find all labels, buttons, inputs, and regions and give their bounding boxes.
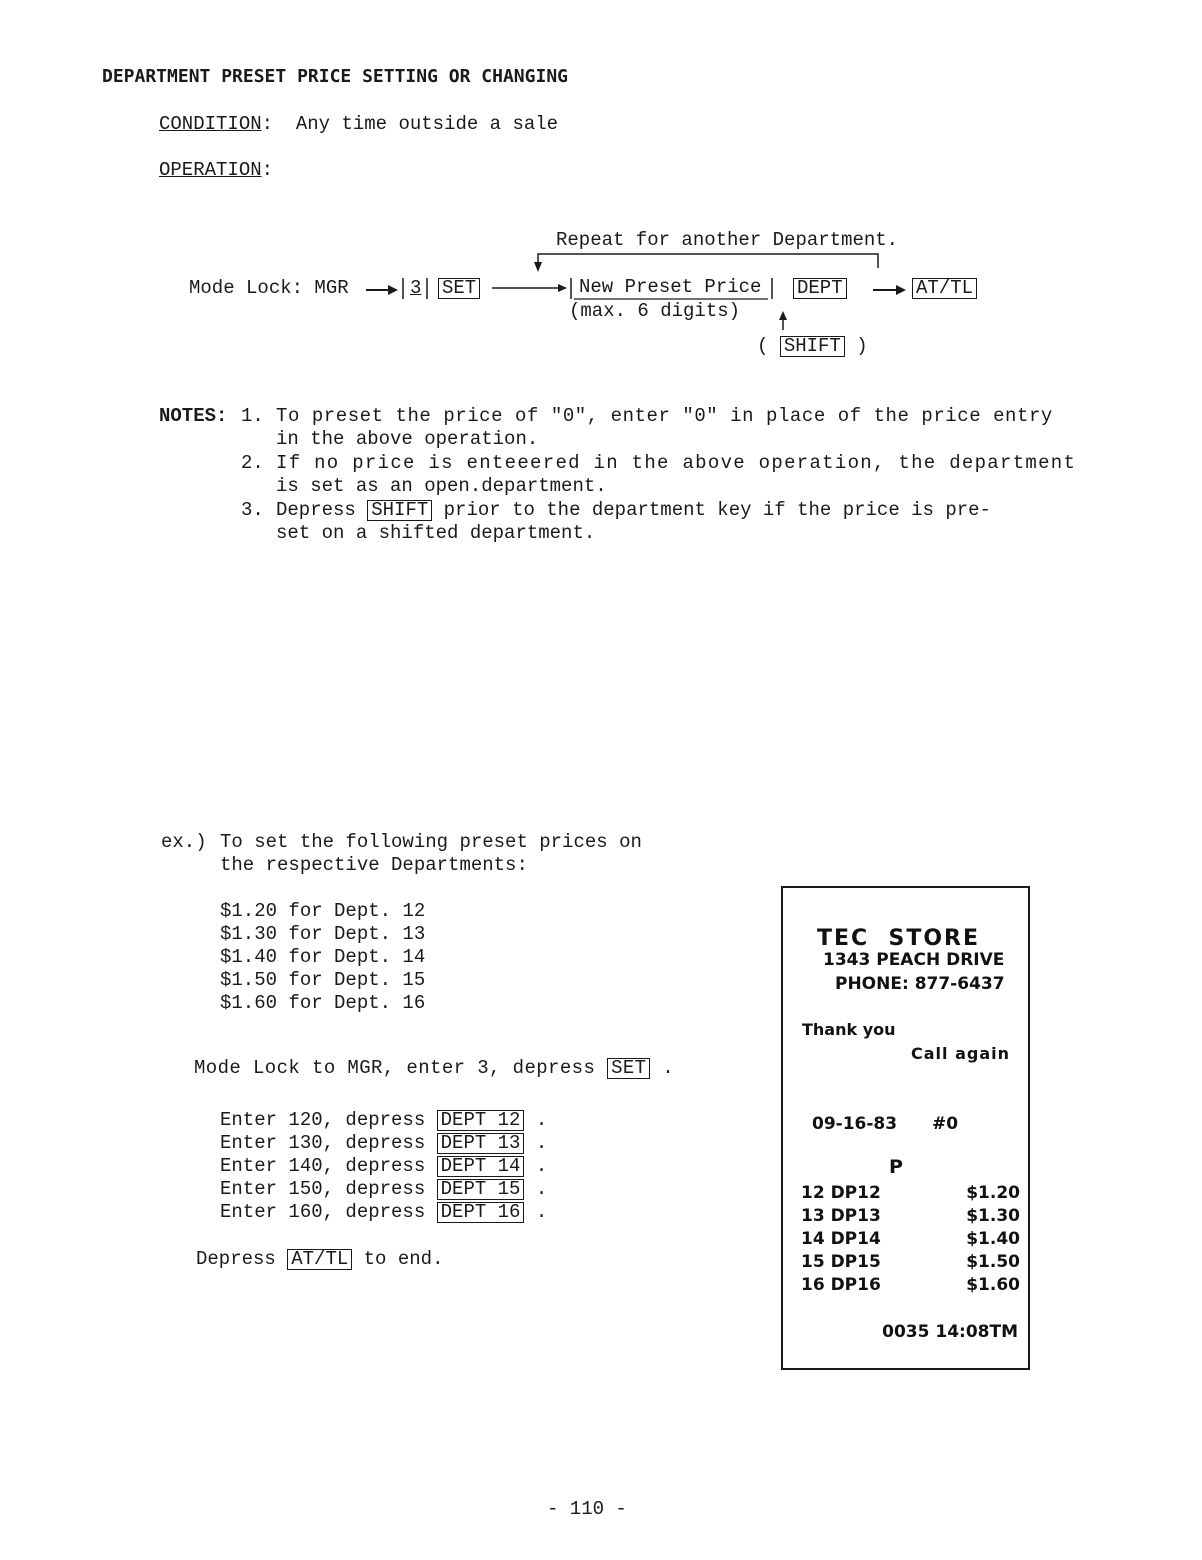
receipt-thank-you: Thank you <box>802 1020 896 1039</box>
receipt-amount: $1.50 <box>966 1252 1020 1272</box>
mode-line-text: Mode Lock to MGR, enter 3, depress <box>194 1057 596 1079</box>
paren-open: ( <box>757 335 769 357</box>
end-pre: Depress <box>196 1248 276 1270</box>
attl-key: AT/TL <box>912 278 977 299</box>
condition-label: CONDITION <box>159 113 262 135</box>
repeat-text: Repeat for another Department. <box>556 229 899 251</box>
note-2-num: 2. <box>241 452 264 474</box>
new-preset-price: New Preset Price <box>579 276 762 298</box>
end-post: to end. <box>363 1248 444 1270</box>
digit-3: 3 <box>410 277 422 299</box>
enter-line: Enter 160, depress DEPT 16 . <box>220 1201 548 1223</box>
receipt-footer: 0035 14:08TM <box>882 1322 1018 1342</box>
condition-text: Any time outside a sale <box>295 113 559 135</box>
receipt-mode-mark: P <box>889 1156 903 1178</box>
receipt-item: 14 DP14 <box>801 1229 881 1249</box>
enter-line: Enter 150, depress DEPT 15 . <box>220 1178 548 1200</box>
receipt-call-again: Call again <box>911 1044 1010 1063</box>
receipt-item: 12 DP12 <box>801 1183 881 1203</box>
receipt-amount: $1.40 <box>966 1229 1020 1249</box>
enter-line: Enter 140, depress DEPT 14 . <box>220 1155 548 1177</box>
enter-text: Enter 160, depress <box>220 1201 426 1223</box>
dept-12-key: DEPT 12 <box>437 1110 525 1131</box>
receipt-item: 16 DP16 <box>801 1275 881 1295</box>
shift-key: SHIFT <box>780 336 845 357</box>
shift-key-group <box>757 335 868 357</box>
notes-label: NOTES: <box>159 405 228 427</box>
note-3-num: 3. <box>241 499 264 521</box>
page-title: DEPARTMENT PRESET PRICE SETTING OR CHANGING <box>102 66 568 87</box>
paren-close: ) <box>856 335 868 357</box>
dept-key: DEPT <box>793 278 847 299</box>
mode-line: Mode Lock to MGR, enter 3, depress SET . <box>194 1057 675 1079</box>
note-1-num: 1. <box>241 405 264 427</box>
note-2-line2: is set as an open.department. <box>276 475 607 497</box>
price-line: $1.30 for Dept. 13 <box>220 923 426 945</box>
dept-16-key: DEPT 16 <box>437 1202 525 1223</box>
dept-13-key: DEPT 13 <box>437 1133 525 1154</box>
mode-lock-text: Mode Lock: MGR <box>189 277 349 299</box>
receipt-amount: $1.60 <box>966 1275 1020 1295</box>
end-attl-key: AT/TL <box>287 1249 352 1270</box>
note-1-line1: To preset the price of "0", enter "0" in place of the price entry <box>276 405 1053 427</box>
price-line: $1.60 for Dept. 16 <box>220 992 426 1014</box>
dept-14-key: DEPT 14 <box>437 1156 525 1177</box>
example-prefix: ex.) <box>161 831 207 853</box>
receipt-amount: $1.20 <box>966 1183 1020 1203</box>
mode-set-key: SET <box>607 1058 650 1079</box>
operation-colon: : <box>261 159 274 181</box>
receipt-number: #0 <box>932 1114 959 1134</box>
enter-text: Enter 130, depress <box>220 1132 426 1154</box>
receipt <box>781 886 1030 1370</box>
example-intro-2: the respective Departments: <box>220 854 528 876</box>
note-3-post: prior to the department key if the price is pre- <box>443 499 991 521</box>
end-line <box>196 1248 443 1270</box>
note-2-line1: If no price is enteeered in the above operation, the department <box>276 452 1077 474</box>
enter-text: Enter 150, depress <box>220 1178 426 1200</box>
operation-label: OPERATION <box>159 159 262 181</box>
example-intro-1: To set the following preset prices on <box>220 831 642 853</box>
receipt-date: 09-16-83 <box>812 1114 898 1134</box>
receipt-item: 13 DP13 <box>801 1206 881 1226</box>
enter-line: Enter 130, depress DEPT 13 . <box>220 1132 548 1154</box>
note-3-line1 <box>276 499 991 521</box>
note-3-pre: Depress <box>276 499 356 521</box>
price-line: $1.40 for Dept. 14 <box>220 946 426 968</box>
price-line: $1.20 for Dept. 12 <box>220 900 426 922</box>
enter-text: Enter 140, depress <box>220 1155 426 1177</box>
enter-text: Enter 120, depress <box>220 1109 426 1131</box>
receipt-item: 15 DP15 <box>801 1252 881 1272</box>
page-number: - 110 - <box>547 1498 627 1520</box>
price-line: $1.50 for Dept. 15 <box>220 969 426 991</box>
receipt-store-name: TEC STORE <box>817 926 981 951</box>
dept-15-key: DEPT 15 <box>437 1179 525 1200</box>
note-1-line2: in the above operation. <box>276 428 539 450</box>
max-digits: (max. 6 digits) <box>569 300 741 322</box>
receipt-amount: $1.30 <box>966 1206 1020 1226</box>
enter-line: Enter 120, depress DEPT 12 . <box>220 1109 548 1131</box>
note-3-shift-key: SHIFT <box>367 500 432 521</box>
note-3-line2: set on a shifted department. <box>276 522 596 544</box>
condition-colon: : <box>261 113 274 135</box>
receipt-address: 1343 PEACH DRIVE <box>823 950 1005 970</box>
receipt-phone: PHONE: 877-6437 <box>835 974 1005 994</box>
set-key: SET <box>438 278 480 299</box>
